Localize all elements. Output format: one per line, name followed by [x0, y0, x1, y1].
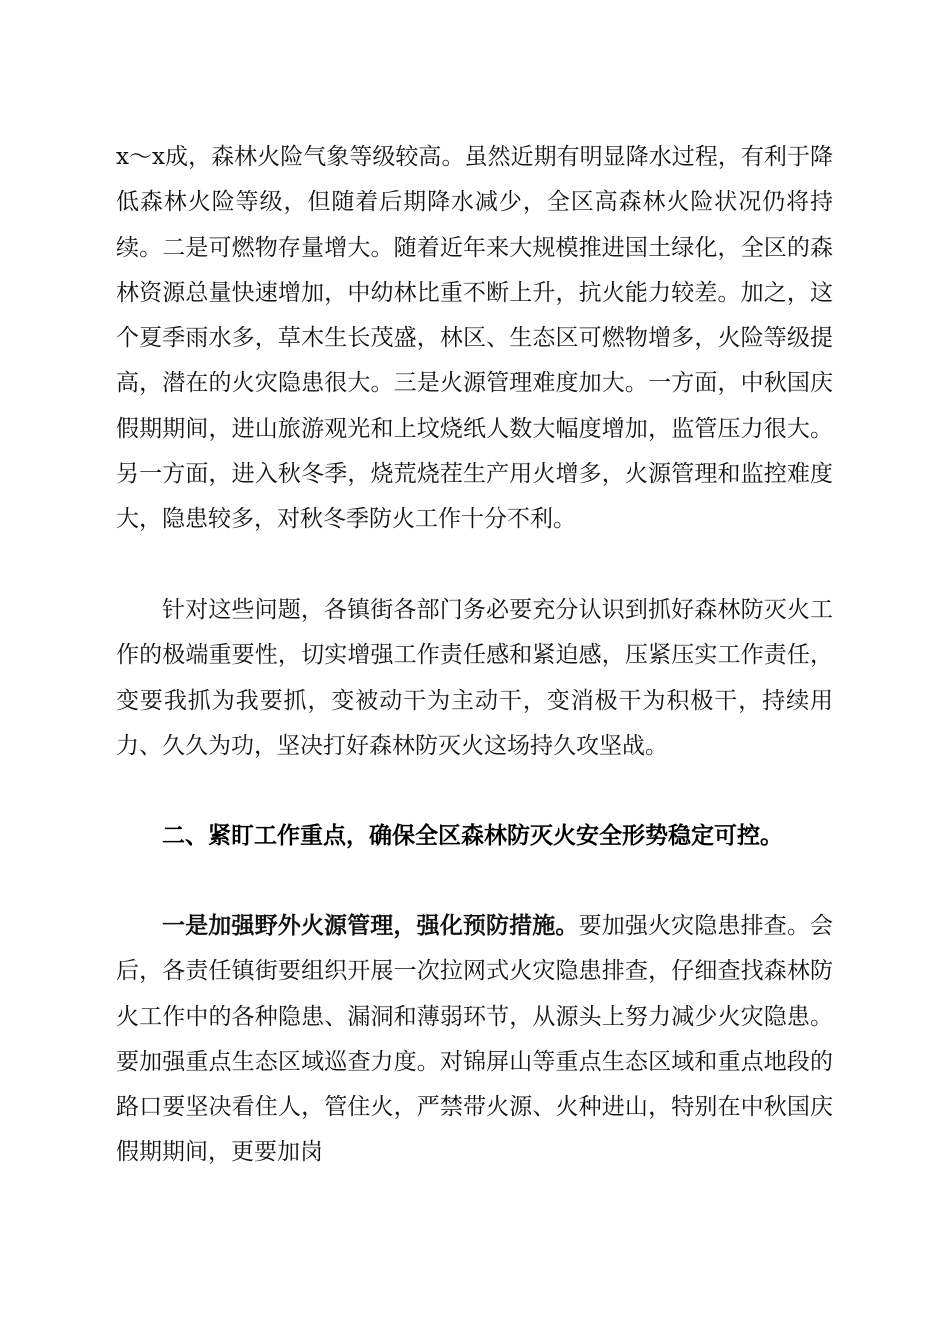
- paragraph-2: [116, 588, 833, 769]
- paragraph-1: [116, 135, 833, 543]
- paragraph-rest: 要加强火灾隐患排查。会后，各责任镇街要组织开展一次拉网式火灾隐患排查，仔细查找森林防火工作中的各种隐患、漏洞和薄弱环节，从源头上努力减少火灾隐患。要加强重点生态区域巡查力度。对锦屏山等重点生态区域和重点地段的路口要坚决看住人，管住火，严禁带火源、火种进山，特别在中秋国庆假期期间，更要加岗: [116, 913, 834, 1166]
- paragraph-text: 针对这些问题，各镇街各部门务必要充分认识到抓好森林防灭火工作的极端重要性，切实增强工作责任感和紧迫感，压紧压实工作责任，变要我抓为我要抓，变被动干为主动干，变消极干为积极干，持续用力、久久为功，坚决打好森林防灭火这场持久攻坚战。: [116, 597, 833, 759]
- paragraph-3: [116, 904, 833, 1176]
- paragraph-lead: 一是加强野外火源管理，强化预防措施。: [162, 913, 579, 939]
- section-heading: 二、紧盯工作重点，确保全区森林防灭火安全形势稳定可控。: [162, 823, 783, 849]
- paragraph-text: x～x成，森林火险气象等级较高。虽然近期有明显降水过程，有利于降低森林火险等级，但随着后期降水减少，全区高森林火险状况仍将持续。二是可燃物存量增大。随着近年来大规模推进国土绿化，全区的森林资源总量快速增加，中幼林比重不断上升，抗火能力较差。加之，这个夏季雨水多，草木生长茂盛，林区、生态区可燃物增多，火险等级提高，潜在的火灾隐患很大。三是火源管理难度加大。一方面，中秋国庆假期期间，进山旅游观光和上坟烧纸人数大幅度增加，监管压力很大。另一方面，进入秋冬季，烧荒烧茬生产用火增多，火源管理和监控难度大，隐患较多，对秋冬季防火工作十分不利。: [116, 144, 833, 533]
- section-heading-2: [116, 814, 833, 859]
- paragraph-body: [116, 904, 833, 1176]
